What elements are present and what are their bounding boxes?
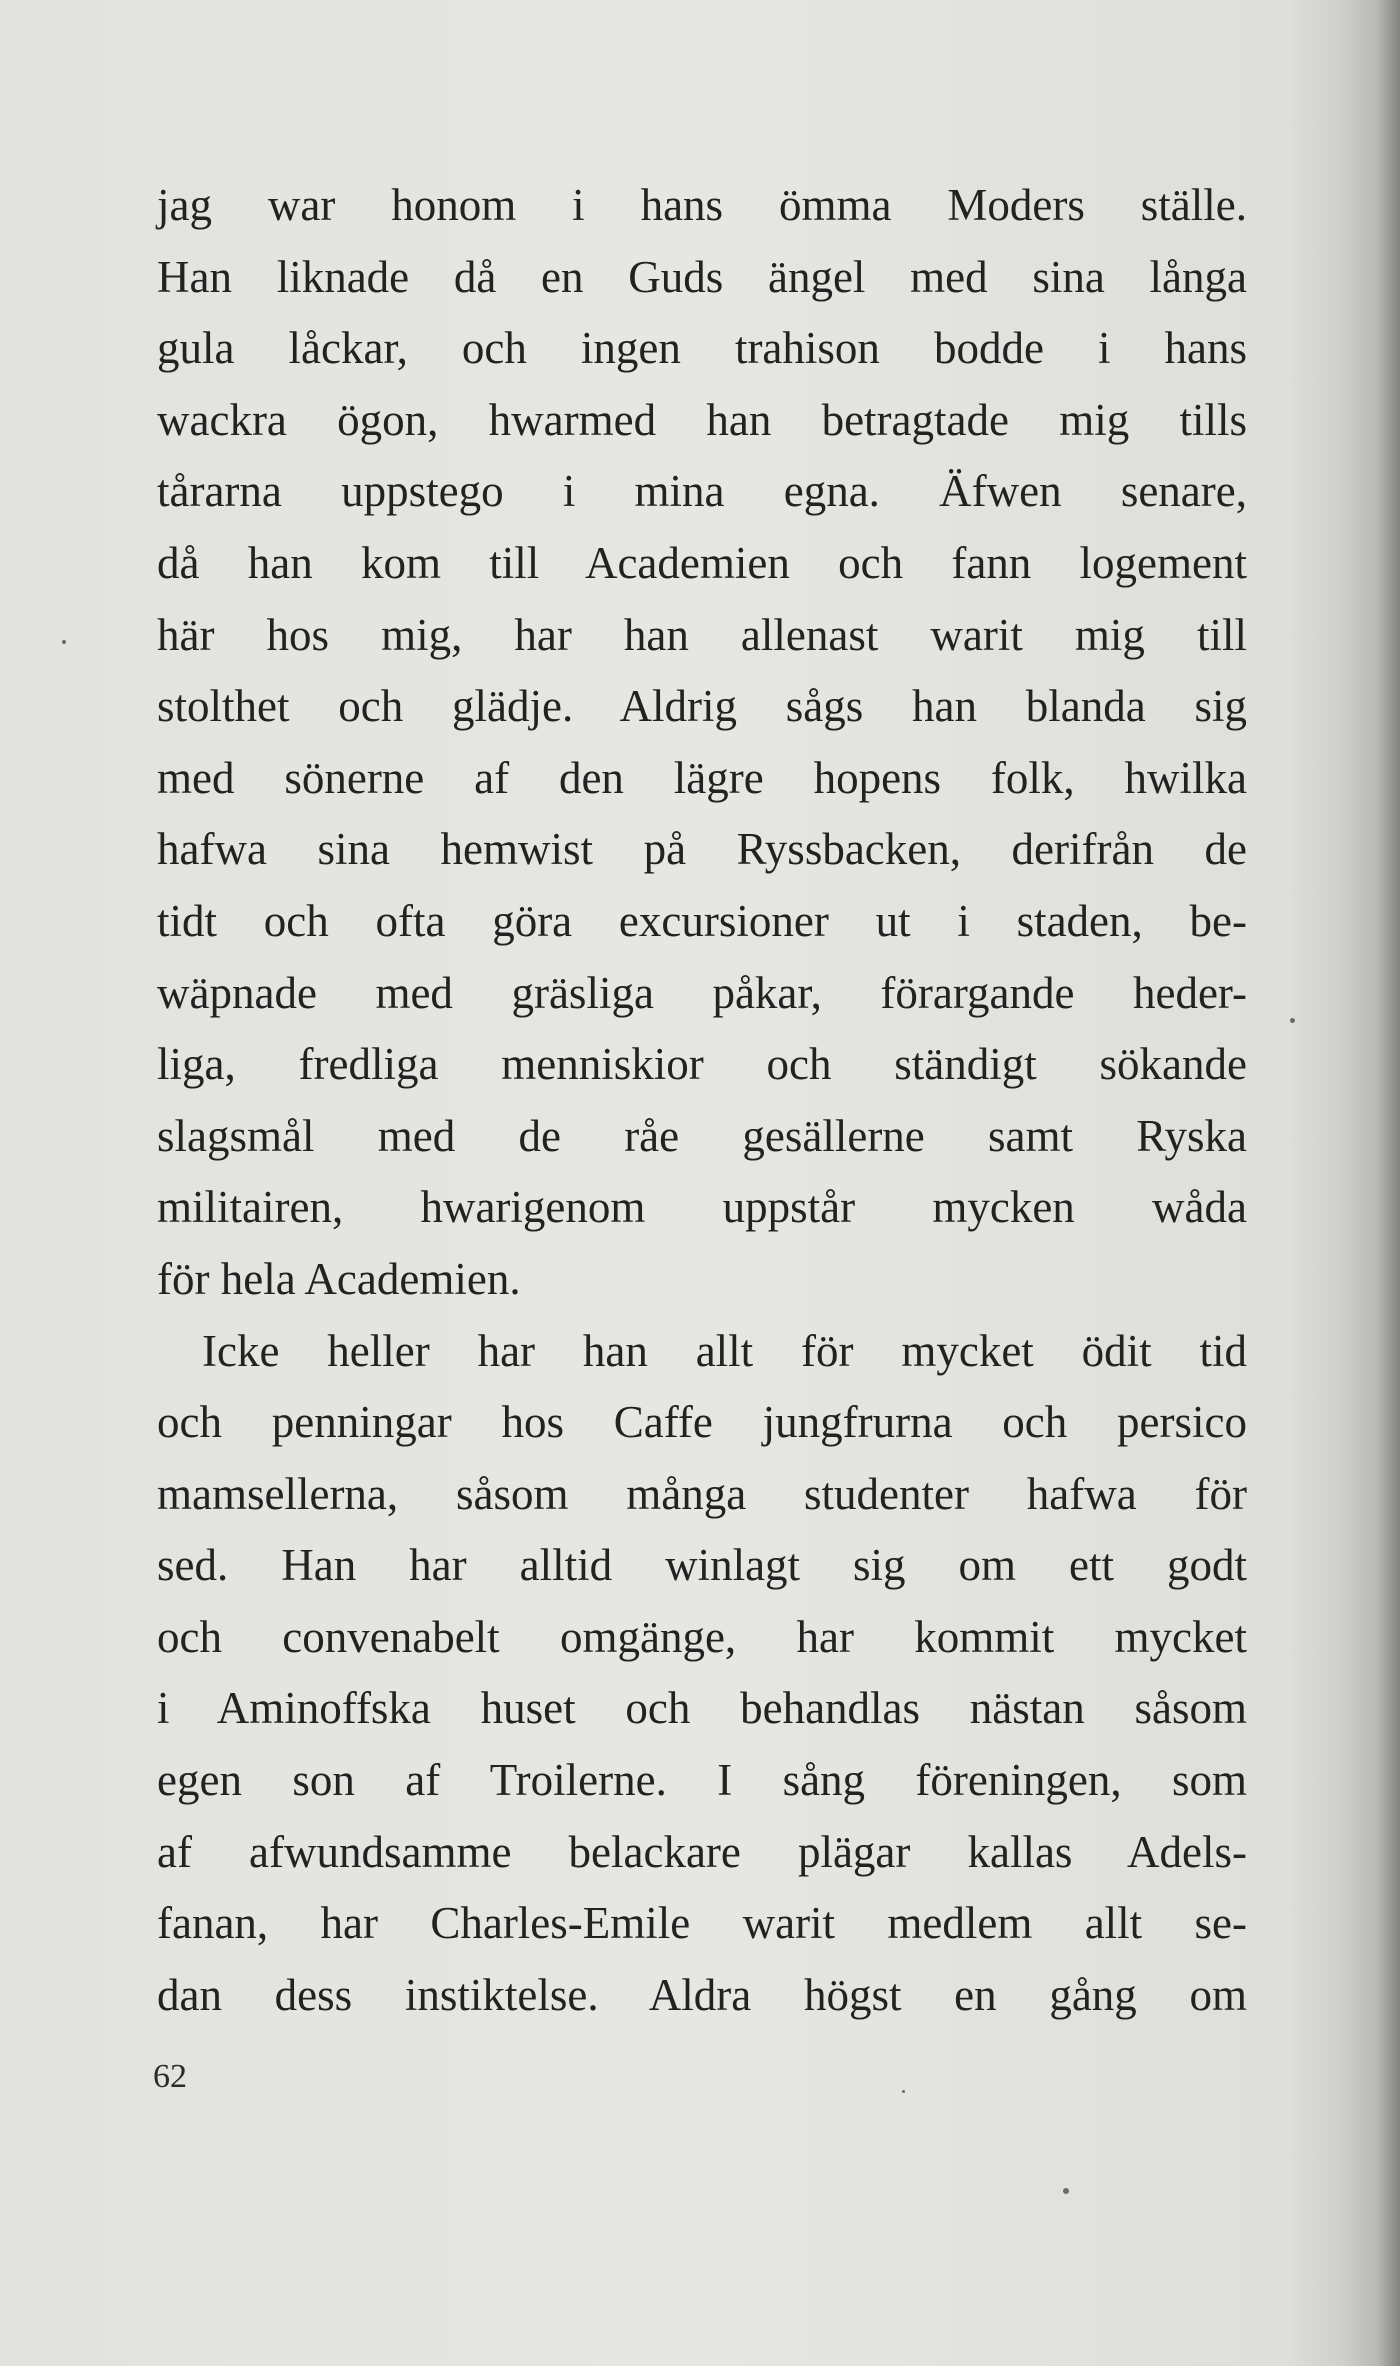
text-line: då han kom till Academien och fann logement [157, 537, 1247, 588]
text-line: stolthet och glädje. Aldrig sågs han blanda sig [157, 681, 1247, 732]
text-line: här hos mig, har han allenast warit mig till [157, 609, 1247, 660]
paragraph-end-line: för hela Academien. [157, 1253, 521, 1304]
text-line: slagsmål med de råe gesällerne samt Ryska [157, 1110, 1247, 1161]
text-line: tidt och ofta göra excursioner ut i staden, be- [157, 895, 1247, 946]
text-line: wäpnade med gräsliga påkar, förargande heder- [157, 967, 1247, 1018]
text-line: och penningar hos Caffe jungfrurna och persico [157, 1397, 1247, 1448]
text-line: i Aminoffska huset och behandlas nästan såsom [157, 1683, 1247, 1734]
text-line: och convenabelt omgänge, har kommit mycket [157, 1611, 1247, 1662]
text-line: gula låckar, och ingen trahison bodde i hans [157, 323, 1247, 374]
text-line: militairen, hwarigenom uppstår mycken wåda [157, 1182, 1247, 1233]
text-line: med sönerne af den lägre hopens folk, hwilka [157, 752, 1247, 803]
text-line: af afwundsamme belackare plägar kallas Adels- [157, 1826, 1247, 1877]
paper-speck [1290, 1018, 1295, 1023]
text-line: sed. Han har alltid winlagt sig om ett godt [157, 1540, 1247, 1591]
text-line: mamsellerna, såsom många studenter hafwa för [157, 1468, 1247, 1519]
paper-speck [1063, 2188, 1069, 2194]
paragraph-start-line: Icke heller har han allt för mycket ödit tid [202, 1325, 1247, 1376]
text-line: dan dess instiktelse. Aldra högst en gång om [157, 1969, 1247, 2020]
page-number: 62 [153, 2058, 187, 2095]
text-line: liga, fredliga menniskior och ständigt sökande [157, 1039, 1247, 1090]
text-line: fanan, har Charles-Emile warit medlem allt se- [157, 1898, 1247, 1949]
text-line: egen son af Troilerne. I sång föreningen, som [157, 1755, 1247, 1806]
text-line: jag war honom i hans ömma Moders ställe. [157, 180, 1247, 230]
paper-speck [902, 2090, 905, 2093]
paper-speck [62, 640, 66, 644]
text-line: wackra ögon, hwarmed han betragtade mig tills [157, 394, 1247, 445]
text-line: tårarna uppstego i mina egna. Äfwen senare, [157, 466, 1247, 517]
body-text [157, 170, 1247, 2031]
page-edge-shadow [1378, 0, 1400, 2366]
text-line: hafwa sina hemwist på Ryssbacken, derifrån de [157, 824, 1247, 875]
text-line: Han liknade då en Guds ängel med sina långa [157, 251, 1247, 302]
